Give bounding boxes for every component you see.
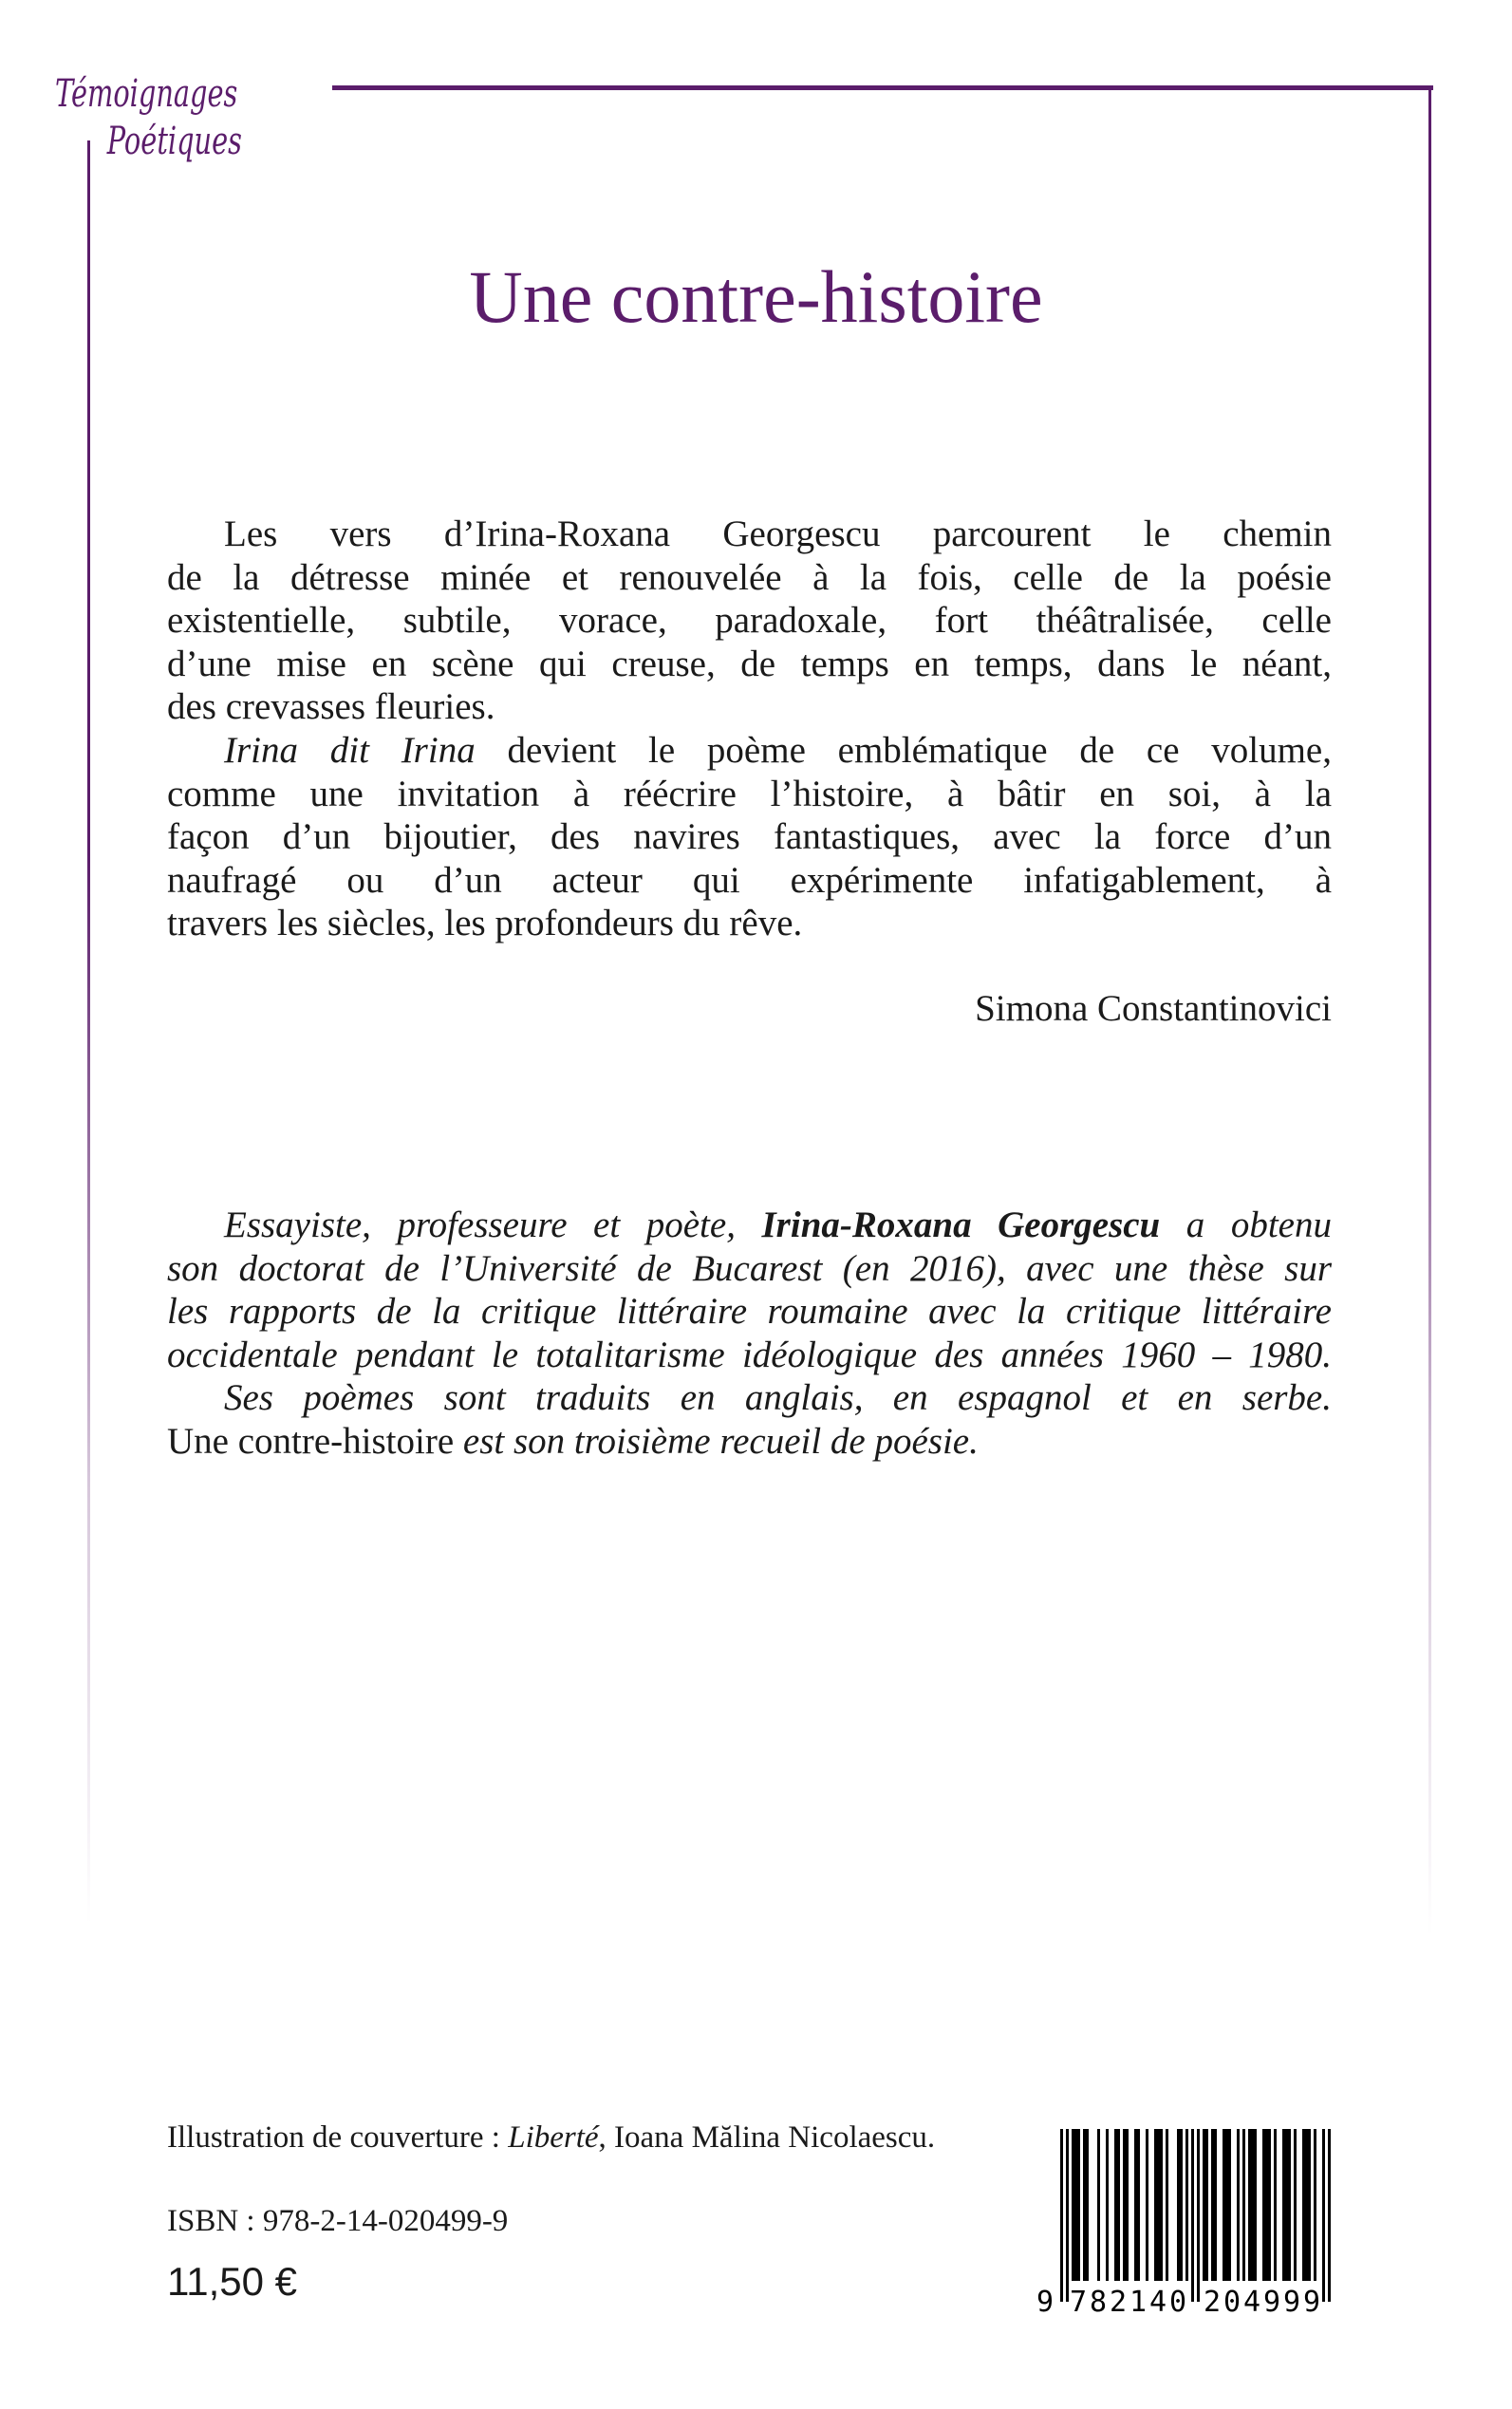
barcode-digit: 9 [1262, 2286, 1281, 2319]
barcode-digit: 9 [1282, 2286, 1301, 2319]
frame-right-rule [1428, 85, 1431, 1936]
barcode-bar [1177, 2129, 1180, 2281]
text-line [167, 1247, 1332, 1291]
text-run: Ses poèmes sont traduits en anglais, en espagnol et en serbe. [224, 1377, 1332, 1419]
barcode-bar [1197, 2129, 1200, 2302]
barcode-bar [1274, 2129, 1277, 2281]
text-line [167, 556, 1332, 600]
text-line [167, 902, 1332, 945]
text-run: Essayiste, professeure et poète, [224, 1204, 762, 1245]
barcode-digit: 4 [1242, 2286, 1261, 2319]
barcode-bar [1060, 2129, 1063, 2302]
barcode-bar [1185, 2129, 1188, 2281]
barcode-bar [1254, 2129, 1257, 2281]
barcode-bar [1265, 2129, 1268, 2281]
text-line [167, 815, 1332, 859]
text-line [167, 1334, 1332, 1377]
barcode-bar [1223, 2129, 1225, 2281]
isbn: ISBN : 978-2-14-020499-9 [167, 2204, 509, 2238]
text-line [167, 1376, 1332, 1420]
barcode-digit: 2 [1109, 2286, 1128, 2319]
text-run: Irina dit Irina [224, 729, 476, 771]
barcode-bar [1157, 2129, 1160, 2281]
barcode-bar [1302, 2129, 1305, 2281]
barcode-bar [1305, 2129, 1308, 2281]
barcode-bar [1074, 2129, 1077, 2281]
series-name-line2: Poétiques [106, 120, 242, 163]
barcode-digit: 2 [1203, 2286, 1222, 2319]
text-run: naufragé ou d’un acteur qui expérimente infatigablement, à [167, 859, 1332, 901]
barcode-bar [1086, 2129, 1089, 2281]
barcode-bar [1294, 2129, 1297, 2281]
barcode-bar [1228, 2129, 1231, 2281]
barcode-bar [1251, 2129, 1254, 2281]
barcode-digit: 9 [1302, 2286, 1321, 2319]
credit-prefix: Illustration de couverture : [167, 2120, 509, 2155]
barcode-bar [1134, 2129, 1137, 2281]
text-line [167, 729, 1332, 773]
text-run: travers les siècles, les profondeurs du rêve. [167, 903, 803, 944]
text-run: comme une invitation à réécrire l’histoire, à bâtir en soi, à la [167, 773, 1332, 814]
barcode-bar [1166, 2129, 1168, 2281]
barcode-bar [1160, 2129, 1163, 2281]
barcode-bar [1126, 2129, 1129, 2281]
barcode-bar [1242, 2129, 1245, 2281]
barcode-bar [1237, 2129, 1240, 2281]
barcode-bar [1282, 2129, 1285, 2281]
text-line [167, 599, 1332, 643]
barcode-bar [1117, 2129, 1120, 2281]
barcode-digit: 0 [1168, 2286, 1187, 2319]
barcode-bar [1262, 2129, 1265, 2281]
text-run: Irina-Roxana Georgescu [761, 1204, 1161, 1245]
barcode-bar [1205, 2129, 1208, 2281]
barcode-bar [1072, 2129, 1074, 2281]
barcode-digit: 4 [1148, 2286, 1167, 2319]
text-run: existentielle, subtile, vorace, paradoxale, fort théâtralisée, celle [167, 600, 1332, 642]
credit-suffix: , Ioana Mălina Nicolaescu. [598, 2120, 936, 2155]
frame-left-rule [87, 140, 90, 1925]
barcode-bar [1191, 2129, 1194, 2302]
barcode-bar [1214, 2129, 1217, 2281]
barcode-bar [1154, 2129, 1157, 2281]
text-run: devient le poème emblématique de ce volume, [475, 729, 1332, 771]
barcode-digit: 1 [1129, 2286, 1148, 2319]
series-logo [55, 70, 242, 165]
barcode-bar [1288, 2129, 1291, 2281]
text-line [167, 773, 1332, 816]
credit-work: Liberté [508, 2120, 599, 2155]
text-line [167, 1290, 1332, 1334]
text-run: de la détresse minée et renouvelée à la fois, celle de la poésie [167, 556, 1332, 598]
barcode-bar [1225, 2129, 1228, 2281]
cover-illustration-credit [167, 2120, 935, 2156]
barcode-digit: 0 [1223, 2286, 1241, 2319]
text-line [167, 1420, 1332, 1464]
barcode-bar [1123, 2129, 1126, 2281]
barcode-bar [1248, 2129, 1251, 2281]
text-run: des crevasses fleuries. [167, 686, 495, 728]
barcode-bar [1268, 2129, 1271, 2281]
barcode-bar [1308, 2129, 1311, 2281]
review-quote [167, 513, 1332, 945]
frame-top-rule [332, 85, 1433, 90]
text-line [167, 859, 1332, 903]
book-title: Une contre-histoire [469, 255, 1043, 338]
text-line [167, 643, 1332, 686]
quote-signature: Simona Constantinovici [975, 988, 1332, 1029]
text-run: les rapports de la critique littéraire roumaine avec la critique littéraire [167, 1291, 1332, 1333]
text-line [167, 513, 1332, 556]
barcode-bar [1146, 2129, 1148, 2281]
text-run: a obtenu [1160, 1204, 1332, 1245]
barcode-bar [1203, 2129, 1205, 2281]
barcode-bar [1285, 2129, 1288, 2281]
barcode-digit: 7 [1069, 2286, 1088, 2319]
text-run: d’une mise en scène qui creuse, de temps en temps, dans le néant, [167, 643, 1332, 684]
barcode-digit: 8 [1089, 2286, 1108, 2319]
barcode-bar [1106, 2129, 1109, 2281]
text-line [167, 685, 1332, 729]
barcode-bar [1137, 2129, 1140, 2281]
barcode-bar [1066, 2129, 1069, 2302]
barcode-bar [1097, 2129, 1100, 2281]
barcode [1036, 2129, 1334, 2319]
barcode-bar [1083, 2129, 1086, 2281]
price: 11,50 € [167, 2259, 298, 2304]
barcode-digit: 9 [1036, 2286, 1055, 2319]
barcode-bar [1322, 2129, 1325, 2302]
barcode-bar [1180, 2129, 1183, 2281]
barcode-bar [1114, 2129, 1117, 2281]
text-run: occidentale pendant le totalitarisme idéologique des années 1960 – 1980. [167, 1334, 1332, 1375]
text-run: façon d’un bijoutier, des navires fantastiques, avec la force d’un [167, 816, 1332, 858]
text-run: Les vers d’Irina-Roxana Georgescu parcourent le chemin [224, 514, 1332, 554]
series-name-line1: Témoignages [55, 72, 238, 116]
text-run: Une contre-histoire [167, 1420, 455, 1462]
text-run: est son troisième recueil de poésie. [454, 1420, 979, 1462]
barcode-bar [1077, 2129, 1080, 2281]
barcode-bar [1328, 2129, 1331, 2302]
text-line [167, 1204, 1332, 1247]
text-run: son doctorat de l’Université de Bucarest (en 2016), avec une thèse sur [167, 1247, 1332, 1289]
barcode-bar [1314, 2129, 1316, 2281]
author-bio [167, 1204, 1332, 1464]
barcode-bar [1211, 2129, 1214, 2281]
